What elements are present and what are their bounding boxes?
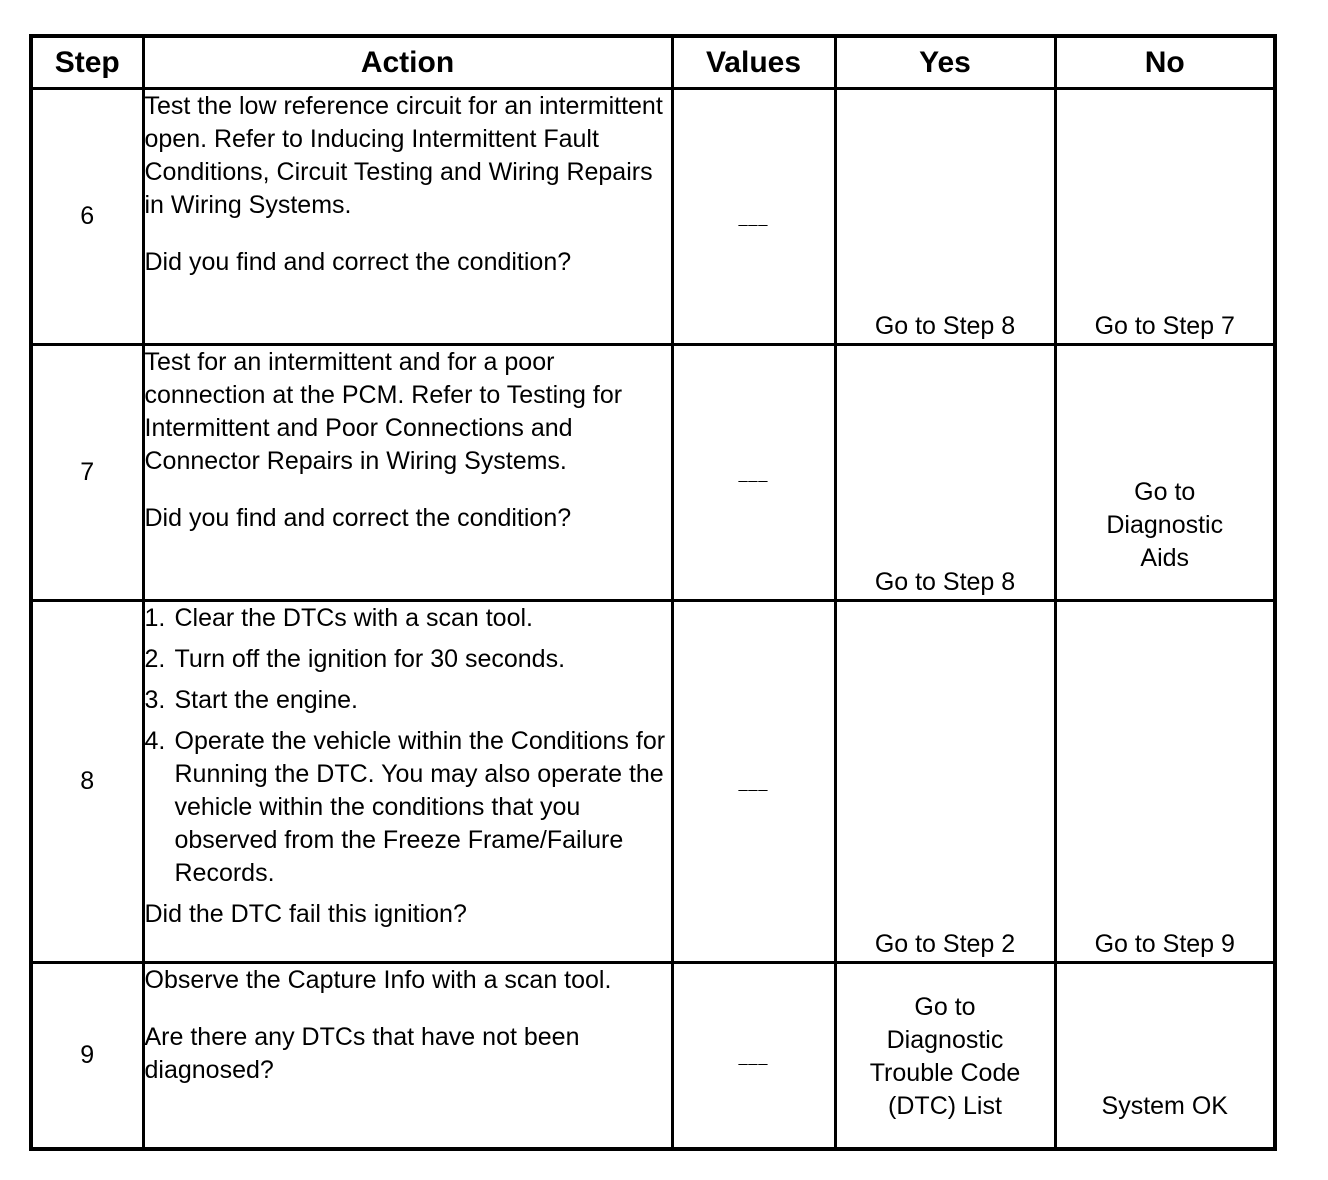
table-row-step-8 — [31, 601, 1275, 963]
values-text: ___ — [738, 209, 769, 227]
action-cell — [143, 345, 672, 601]
yes-cell-text: Go to Diagnostic Trouble Code (DTC) List — [869, 993, 1021, 1120]
action-cell — [143, 89, 672, 345]
no-cell: Go to Step 9 — [1055, 601, 1275, 963]
values-text: ___ — [738, 1048, 769, 1066]
list-item — [145, 602, 671, 635]
header-values: Values — [672, 36, 835, 89]
values-cell — [672, 89, 835, 345]
action-text: Test for an intermittent and for a poor connection at the PCM. Refer to Testing for Intermittent and Poor Connections and Connector Repairs in Wiring Systems. — [144, 348, 623, 476]
yes-cell: Go to Step 2 — [835, 601, 1055, 963]
action-question: Did the DTC fail this ignition? — [144, 900, 467, 929]
substep-text: Start the engine. — [174, 686, 358, 715]
no-cell-text: Go to Diagnostic Aids — [1106, 478, 1224, 573]
action-text: Test the low reference circuit for an intermittent open. Refer to Inducing Intermittent Fault Conditions, Circuit Testing and Wiring Repairs in Wiring Systems. — [144, 92, 663, 219]
values-cell — [672, 345, 835, 601]
action-question: Did you find and correct the condition? — [144, 504, 572, 533]
no-cell — [1055, 345, 1275, 601]
no-cell: System OK — [1055, 963, 1275, 1149]
yes-cell: Go to Step 8 — [835, 345, 1055, 601]
action-cell — [143, 963, 672, 1149]
no-cell: Go to Step 7 — [1055, 89, 1275, 345]
header-yes: Yes — [835, 36, 1055, 89]
table-row-step-7 — [31, 345, 1275, 601]
step-number: 6 — [31, 89, 143, 345]
header-row — [31, 36, 1275, 89]
values-cell — [672, 601, 835, 963]
header-action: Action — [143, 36, 672, 89]
header-no: No — [1055, 36, 1275, 89]
table-row-step-6 — [31, 89, 1275, 345]
action-question: Are there any DTCs that have not been diagnosed? — [144, 1023, 580, 1085]
substep-number: 4. — [144, 727, 166, 756]
step-number: 9 — [31, 963, 143, 1149]
substep-list — [145, 602, 671, 890]
diagnostic-table — [29, 34, 1277, 1151]
step-number: 8 — [31, 601, 143, 963]
list-item — [145, 643, 671, 676]
list-item — [145, 684, 671, 717]
substep-text: Turn off the ignition for 30 seconds. — [174, 645, 566, 674]
action-text: Observe the Capture Info with a scan tool. — [144, 966, 612, 995]
action-question: Did you find and correct the condition? — [144, 248, 572, 276]
header-step: Step — [31, 36, 143, 89]
substep-text: Operate the vehicle within the Conditions for Running the DTC. You may also operate the vehicle within the conditions that you observed from the Freeze Frame/Failure Records. — [174, 727, 666, 888]
values-text: ___ — [738, 465, 769, 483]
values-text: ___ — [738, 774, 769, 792]
substep-number: 3. — [144, 686, 166, 715]
table-row-step-9 — [31, 963, 1275, 1149]
yes-cell: Go to Step 8 — [835, 89, 1055, 345]
yes-cell — [835, 963, 1055, 1149]
substep-number: 2. — [144, 645, 166, 674]
substep-number: 1. — [144, 604, 166, 633]
list-item — [145, 725, 671, 890]
substep-text: Clear the DTCs with a scan tool. — [174, 604, 533, 633]
step-number: 7 — [31, 345, 143, 601]
action-cell — [143, 601, 672, 963]
values-cell — [672, 963, 835, 1149]
